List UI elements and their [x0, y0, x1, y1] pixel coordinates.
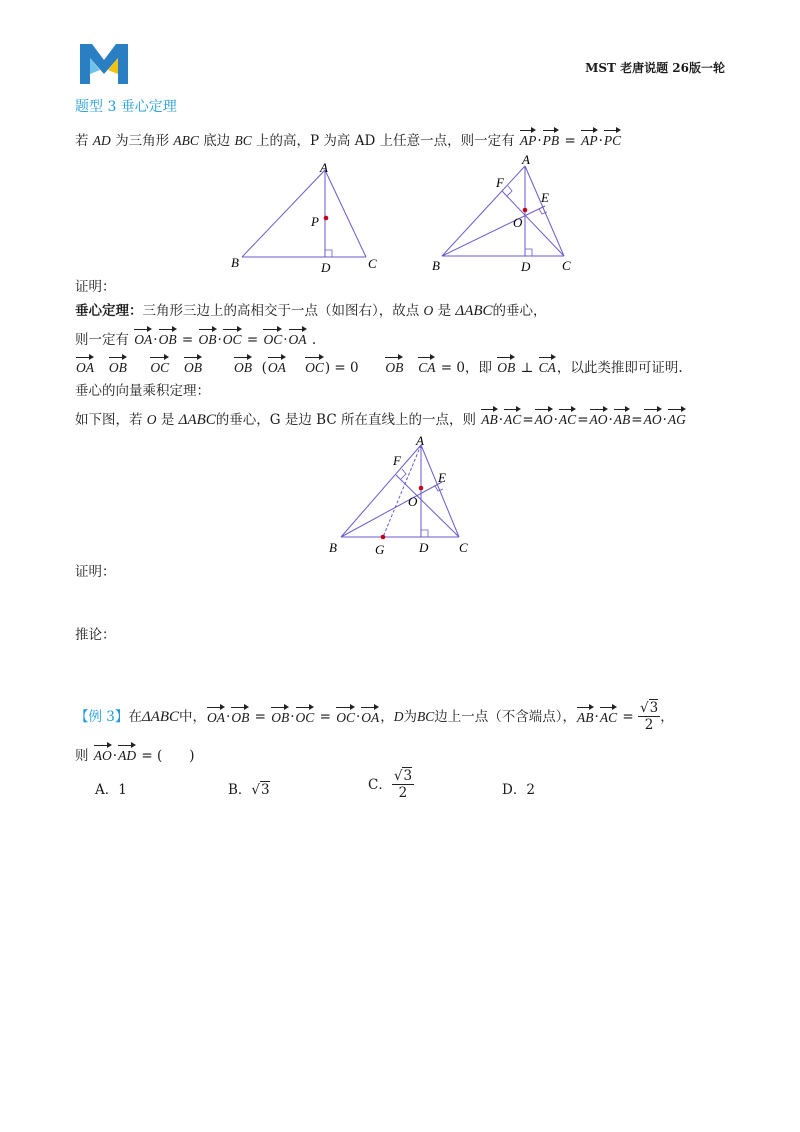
theorem-o: O [423, 303, 434, 318]
vector: AC [504, 408, 521, 429]
text: ，即 [464, 360, 492, 376]
vector: OB [199, 328, 217, 349]
perp-symbol: ⊥ [520, 360, 534, 376]
option-value: 2 [526, 782, 535, 798]
intro-text: 上的高，P 为高 AD 上任意一点，则一定有 [256, 133, 515, 149]
vector: AO [94, 744, 112, 765]
vector: AB [481, 408, 498, 429]
intro-line: 若 AD 为三角形 ABC 底边 BC 上的高，P 为高 AD 上任意一点，则一定有 AP·PB = AP·PC [75, 129, 622, 150]
vector: AO [590, 408, 608, 429]
option-label: A． [95, 782, 119, 798]
theorem-equation-line: 则一定有 OA·OB = OB·OC = OC·OA . [75, 328, 316, 349]
vector: OA [361, 706, 379, 727]
document-title: MST 老唐说题 26版一轮 [585, 61, 725, 75]
vector: OC [150, 356, 169, 377]
vector: PB [543, 129, 560, 150]
vector: OC [305, 356, 324, 377]
option-label: C． [368, 776, 392, 793]
label-b: B [329, 540, 337, 555]
vector: AP [581, 129, 598, 150]
vector: AD [118, 744, 136, 765]
vector: OC [296, 706, 315, 727]
label-p: P [311, 214, 319, 229]
vector: OC [263, 328, 282, 349]
label-c: C [459, 540, 468, 555]
option-a[interactable] [95, 781, 127, 799]
label-b: B [231, 255, 239, 270]
theorem-line [75, 302, 547, 320]
option-d[interactable] [502, 781, 535, 799]
text: 为 [403, 708, 418, 725]
text: 是 [160, 412, 175, 428]
example-tag: 【例 3】 [75, 708, 129, 725]
label-c: C [368, 256, 377, 271]
theorem-label: 垂心定理： [75, 303, 143, 319]
theorem-triangle: ΔABC [455, 303, 493, 319]
intro-abc: ABC [173, 133, 199, 148]
vector: OB [231, 706, 249, 727]
label-a: A [522, 152, 530, 167]
vector: AC [559, 408, 576, 429]
option-label: D． [502, 782, 527, 798]
vector-theorem-title: 垂心的向量乘积定理： [75, 383, 210, 399]
vector: OA [289, 328, 307, 349]
vector: AO [535, 408, 553, 429]
text: 中， [179, 708, 207, 725]
label-o: O [408, 494, 418, 509]
figure-orthocenter [428, 150, 578, 275]
vector-theorem-line: 如下图，若 O 是 ΔABC的垂心，G 是边 BC 所在直线上的一点，则 AB·AC=AO·AC=AO·AB=AO·AG [75, 408, 687, 429]
text: 的垂心，G 是边 BC 所在直线上的一点，则 [215, 412, 476, 428]
section-title: 题型 3 垂心定理 [75, 99, 177, 115]
vector: CA [418, 356, 435, 377]
example-line: 【例 3】 在 ΔABC 中， OA · OB = OB · OC = OC · OA ， D 为 BC 边上一点（不含端点）， AB · AC = $\frac{√3}{2}$ ， [75, 700, 674, 733]
text: ，以此类推即可证明. [556, 360, 683, 376]
label-b: B [432, 258, 440, 273]
theorem-text: 的垂心， [492, 303, 547, 319]
label-e: E [541, 190, 549, 205]
label-a: A [320, 160, 328, 175]
vector: AB [614, 408, 631, 429]
text: ， [660, 708, 674, 725]
point-o: O [146, 412, 157, 427]
vector: OB [271, 706, 289, 727]
label-d: D [419, 540, 429, 555]
vector: OC [336, 706, 355, 727]
label-d: D [521, 259, 531, 274]
theorem-text: 是 [437, 303, 452, 319]
label-g: G [375, 542, 385, 557]
proof-label-2: 证明： [75, 564, 116, 580]
vector: OC [223, 328, 242, 349]
text: 在 [128, 708, 142, 725]
vector: AP [520, 129, 537, 150]
vector: AG [668, 408, 686, 429]
text: 如下图，若 [75, 412, 143, 428]
fraction: $\frac{√3}{2}$ [640, 700, 659, 733]
theorem-text: 三角形三边上的高相交于一点（如图右），故点 [142, 303, 420, 319]
option-value: 1 [118, 782, 127, 798]
label-o: O [513, 215, 523, 230]
vector: CA [539, 356, 556, 377]
label-f: F [496, 175, 504, 190]
option-b[interactable]: B．√3 [228, 782, 270, 798]
label-c: C [562, 258, 571, 273]
corollary-label: 推论： [75, 627, 116, 643]
point-d: D [393, 708, 404, 724]
vector: OB [385, 356, 403, 377]
vector: PC [604, 129, 621, 150]
mst-logo-icon [78, 40, 130, 86]
vector: OB [234, 356, 252, 377]
text: 边上一点（不含端点）， [434, 708, 577, 725]
derivation-line [75, 356, 683, 377]
vector: OB [159, 328, 177, 349]
vector: OA [76, 356, 94, 377]
vector: OB [109, 356, 127, 377]
label-e: E [438, 470, 446, 485]
triangle: ΔABC [178, 412, 216, 428]
theorem-text: 则一定有 [75, 332, 129, 348]
intro-ad: AD [92, 133, 111, 148]
text: ， [380, 708, 394, 725]
vector: OB [184, 356, 202, 377]
figure-orthocenter-g [325, 430, 475, 560]
intro-bc: BC [234, 133, 252, 148]
text: 则 [75, 748, 89, 764]
option-label: B． [228, 782, 252, 798]
vector: OB [497, 356, 515, 377]
segment-bc: BC [417, 708, 435, 724]
fraction: $\frac{√3}{2}$ [393, 768, 413, 801]
logo [78, 40, 130, 86]
text: = ( ) [141, 748, 195, 764]
intro-text: 若 [75, 133, 89, 149]
example-question: 则 AO·AD = ( ) [75, 744, 195, 765]
triangle: ΔABC [141, 708, 180, 725]
vector: AC [600, 706, 617, 727]
figure-altitude [225, 160, 390, 275]
option-c[interactable] [368, 768, 414, 801]
label-a: A [416, 433, 424, 448]
label-d: D [321, 260, 331, 275]
vector: OA [134, 328, 152, 349]
vector: AB [577, 706, 594, 727]
intro-text: 底边 [203, 133, 231, 149]
equals: = 0 [440, 360, 465, 376]
vector: OA [207, 706, 225, 727]
option-value: 3 [261, 782, 270, 798]
proof-label-1: 证明： [75, 279, 116, 295]
vector: AO [644, 408, 662, 429]
intro-text: 为三角形 [115, 133, 170, 149]
paren: ) = 0 [324, 360, 359, 376]
label-f: F [393, 453, 401, 468]
paren: ( [261, 360, 267, 376]
vector: OA [268, 356, 286, 377]
